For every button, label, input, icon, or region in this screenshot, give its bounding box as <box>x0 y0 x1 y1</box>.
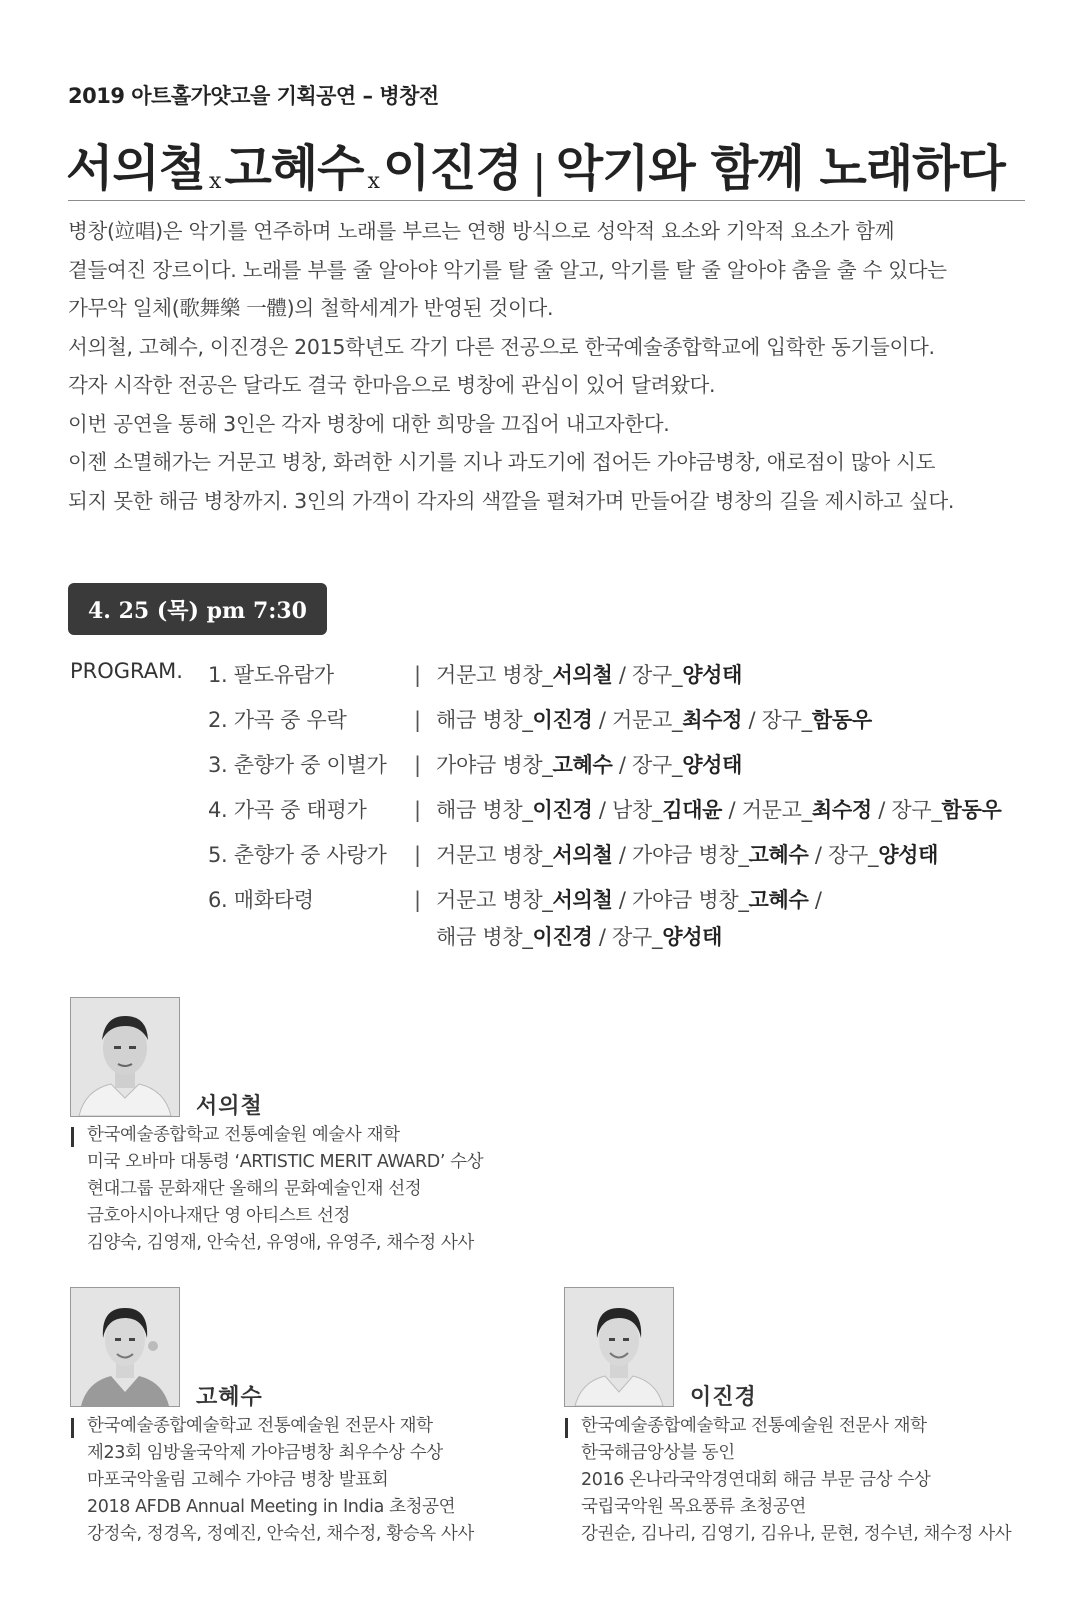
role-text: / 장구_ <box>871 798 942 822</box>
program-credits <box>436 843 938 867</box>
role-text: 해금 병창_ <box>436 798 533 822</box>
performer-name: 고혜수 <box>196 1385 263 1410</box>
program-item-title: 1. 팔도유람가 <box>208 663 334 687</box>
performer-photo-ko <box>70 1287 180 1407</box>
program-item <box>208 839 938 869</box>
intro-line: 서의철, 고혜수, 이진경은 2015학년도 각기 다른 전공으로 한국예술종합학교에 입학한 동기들이다. <box>68 334 935 359</box>
program-credits <box>436 798 1002 822</box>
performer-credit: 이진경 <box>532 798 593 822</box>
bio-line: 현대그룹 문화재단 올해의 문화예술인재 선정 <box>87 1179 422 1199</box>
performer-credit: 함동우 <box>941 798 1002 822</box>
bio-line: 2018 AFDB Annual Meeting in India 초청공연 <box>87 1497 456 1517</box>
role-text: / 장구_ <box>612 753 683 777</box>
event-subtitle: 2019 아트홀가얏고을 기획공연 – 병창전 <box>68 84 439 108</box>
role-text: / 장구_ <box>808 843 879 867</box>
performer-photo-lee <box>564 1287 674 1407</box>
program-separator: | <box>414 753 421 777</box>
role-text: 거문고 병창_ <box>436 663 553 687</box>
title-name-1: 서의철 <box>66 139 206 197</box>
program-item-title: 5. 춘향가 중 사랑가 <box>208 843 387 867</box>
bio-marker <box>71 1418 74 1438</box>
role-text: 거문고 병창_ <box>436 888 553 912</box>
bio-line: 마포국악울림 고혜수 가야금 병창 발표회 <box>87 1470 389 1490</box>
bio-marker <box>71 1127 74 1147</box>
title-name-2: 고혜수 <box>224 139 364 197</box>
title-cross-1: x <box>209 169 221 194</box>
program-item-continuation <box>436 921 722 951</box>
performer-credit: 양성태 <box>662 925 723 949</box>
performer-credit: 서의철 <box>552 663 613 687</box>
title-cross-2: x <box>367 169 379 194</box>
role-text: 거문고 병창_ <box>436 843 553 867</box>
performer-bio <box>87 1413 474 1548</box>
date-badge: 4. 25 (목) pm 7:30 <box>68 583 327 635</box>
program-credits <box>436 708 872 732</box>
bio-line: 김양숙, 김영재, 안숙선, 유영애, 유영주, 채수정 사사 <box>87 1233 474 1253</box>
intro-paragraph <box>68 212 1028 520</box>
intro-line: 이번 공연을 통해 3인은 각자 병창에 대한 희망을 끄집어 내고자한다. <box>68 411 670 436</box>
portrait-icon <box>565 1288 673 1406</box>
role-text: 해금 병창_ <box>436 925 533 949</box>
performer-credit: 최수정 <box>682 708 743 732</box>
performer-credit: 양성태 <box>682 753 743 777</box>
role-text: / 가야금 병창_ <box>612 843 749 867</box>
bio-line: 국립국악원 목요풍류 초청공연 <box>581 1497 806 1517</box>
bio-line: 한국예술종합예술학교 전통예술원 전문사 재학 <box>87 1416 433 1436</box>
performer-credit: 함동우 <box>811 708 872 732</box>
intro-line: 병창(竝唱)은 악기를 연주하며 노래를 부르는 연행 방식으로 성악적 요소와 기악적 요소가 함께 <box>68 219 895 243</box>
bio-line: 강권순, 김나리, 김영기, 김유나, 문현, 정수년, 채수정 사사 <box>581 1524 1012 1544</box>
program-separator: | <box>414 663 421 687</box>
role-text: / 장구_ <box>592 925 663 949</box>
portrait-icon <box>71 1288 179 1406</box>
program-separator: | <box>414 888 421 912</box>
program-separator: | <box>414 708 421 732</box>
performer-credit: 김대윤 <box>662 798 723 822</box>
title-name-3: 이진경 <box>382 139 522 197</box>
title-rule <box>68 200 1025 201</box>
program-item-title: 2. 가곡 중 우락 <box>208 708 347 732</box>
performer-credit: 고혜수 <box>748 888 809 912</box>
performer-credit: 양성태 <box>682 663 743 687</box>
role-text: / 남창_ <box>592 798 663 822</box>
program-credits <box>436 888 822 912</box>
program-credits <box>436 663 742 687</box>
bio-line: 한국예술종합학교 전통예술원 예술사 재학 <box>87 1125 400 1145</box>
portrait-icon <box>71 998 179 1116</box>
bio-line: 한국예술종합예술학교 전통예술원 전문사 재학 <box>581 1416 927 1436</box>
performer-name: 이진경 <box>690 1385 757 1410</box>
role-text: 해금 병창_ <box>436 708 533 732</box>
program-item <box>208 884 822 914</box>
program-item <box>208 704 872 734</box>
performer-name: 서의철 <box>196 1094 263 1119</box>
performer-photo-seo <box>70 997 180 1117</box>
intro-line: 이젠 소멸해가는 거문고 병창, 화려한 시기를 지나 과도기에 접어든 가야금병창, 애로점이 많아 시도 <box>68 450 936 474</box>
performer-credit: 양성태 <box>878 843 939 867</box>
role-text: / 장구_ <box>612 663 683 687</box>
program-item <box>208 659 742 689</box>
performer-credit: 이진경 <box>532 925 593 949</box>
title-tagline: 악기와 함께 노래하다 <box>555 139 1005 197</box>
bio-line: 2016 온나라국악경연대회 해금 부문 금상 수상 <box>581 1470 931 1490</box>
role-text: / 가야금 병창_ <box>612 888 749 912</box>
bio-marker <box>565 1418 568 1438</box>
program-item <box>208 749 742 779</box>
performer-credit: 서의철 <box>552 843 613 867</box>
intro-line: 되지 못한 해금 병창까지. 3인의 가객이 각자의 색깔을 펼쳐가며 만들어갈 병창의 길을 제시하고 싶다. <box>68 488 955 513</box>
performer-credit: 서의철 <box>552 888 613 912</box>
program-credits <box>436 753 742 777</box>
intro-line: 각자 시작한 전공은 달라도 결국 한마음으로 병창에 관심이 있어 달려왔다. <box>68 373 716 397</box>
program-item-title: 4. 가곡 중 태평가 <box>208 798 367 822</box>
performer-credit: 최수정 <box>811 798 872 822</box>
role-text: 가야금 병창_ <box>436 753 553 777</box>
page-title <box>66 124 1026 200</box>
role-text: / 거문고_ <box>592 708 683 732</box>
program-item-title: 3. 춘향가 중 이별가 <box>208 753 387 777</box>
bio-line: 한국해금앙상블 동인 <box>581 1443 735 1463</box>
program-item <box>208 794 1002 824</box>
performer-bio <box>87 1122 483 1257</box>
role-text: / <box>808 888 822 912</box>
bio-line: 금호아시아나재단 영 아티스트 선정 <box>87 1206 351 1226</box>
intro-line: 곁들여진 장르이다. 노래를 부를 줄 알아야 악기를 탈 줄 알고, 악기를 탈 줄 알아야 춤을 출 수 있다는 <box>68 257 947 282</box>
program-separator: | <box>414 798 421 822</box>
program-label: PROGRAM. <box>70 659 183 683</box>
title-divider: | <box>531 146 546 197</box>
role-text: / 거문고_ <box>722 798 812 822</box>
intro-line: 가무악 일체(歌舞樂 一體)의 철학세계가 반영된 것이다. <box>68 296 554 320</box>
bio-line: 제23회 임방울국악제 가야금병창 최우수상 수상 <box>87 1443 443 1463</box>
bio-line: 강정숙, 정경옥, 정예진, 안숙선, 채수정, 황승옥 사사 <box>87 1524 474 1544</box>
performer-credit: 이진경 <box>532 708 593 732</box>
role-text: / 장구_ <box>742 708 812 732</box>
performer-credit: 고혜수 <box>748 843 809 867</box>
bio-line: 미국 오바마 대통령 ‘ARTISTIC MERIT AWARD’ 수상 <box>87 1152 484 1172</box>
performer-bio <box>581 1413 1011 1548</box>
performer-credit: 고혜수 <box>552 753 613 777</box>
program-item-title: 6. 매화타령 <box>208 888 314 912</box>
program-separator: | <box>414 843 421 867</box>
